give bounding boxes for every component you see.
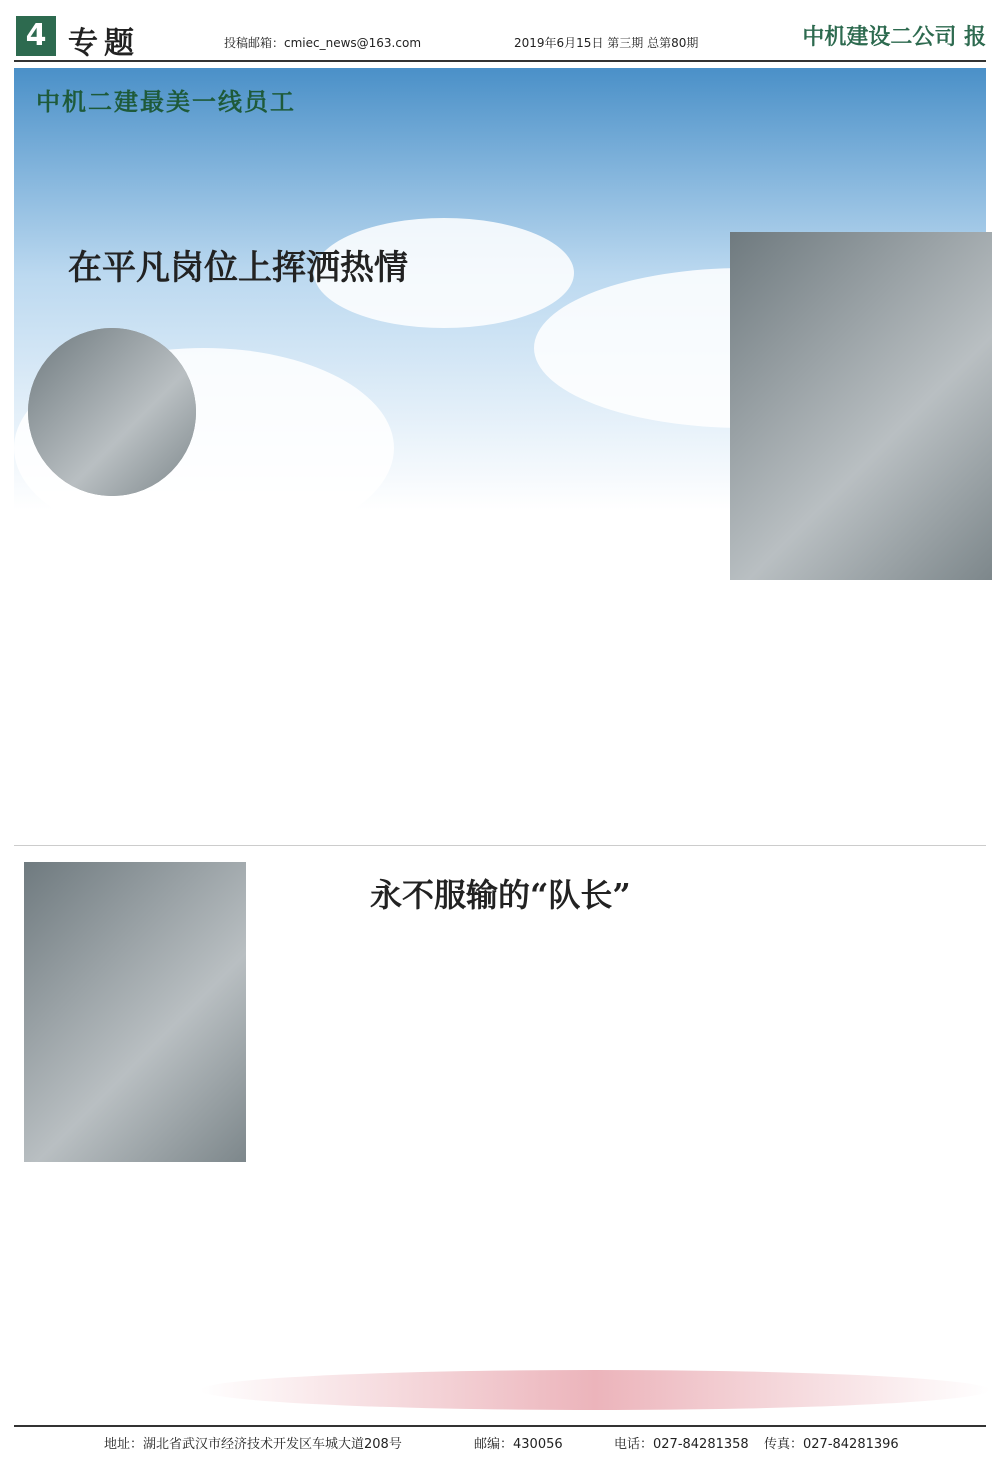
footer-zip: 邮编：430056 xyxy=(474,1437,563,1452)
submission-email: 投稿邮箱：cmiec_news@163.com xyxy=(224,36,422,50)
footer-address: 地址：湖北省武汉市经济技术开发区车城大道208号 xyxy=(104,1437,402,1452)
article-b-column xyxy=(250,958,400,1368)
article-a-column xyxy=(412,318,600,828)
footer-tel: 电话：027-84281358 xyxy=(614,1437,749,1452)
page-number: 4 xyxy=(16,16,56,56)
newspaper-brand: 中机建设二公司 报 xyxy=(802,25,986,50)
article-b-column xyxy=(810,958,988,1368)
footer xyxy=(14,1425,986,1451)
article-a-headline: 在平凡岗位上挥洒热情 xyxy=(68,248,408,288)
construction-site-photo xyxy=(730,232,992,580)
article-a-column xyxy=(16,532,196,832)
footer-fax: 传真：027-84281396 xyxy=(764,1437,899,1452)
column-title: 中机二建最美一线员工 xyxy=(36,88,296,116)
issue-date: 2019年6月15日 第三期 总第80期 xyxy=(514,36,699,50)
article-b-headline: 永不服输的“队长” xyxy=(370,876,631,914)
article-b-column xyxy=(612,958,792,1368)
worker-photo xyxy=(24,862,246,1162)
article-a-column xyxy=(212,318,400,828)
article-b-column xyxy=(24,1162,234,1412)
article-a-column xyxy=(810,590,988,830)
ribbon-decoration xyxy=(200,1370,990,1410)
article-a-column xyxy=(612,590,798,830)
article-b-column xyxy=(415,958,595,1368)
portrait-photo xyxy=(28,328,196,496)
section-title: 专题 xyxy=(68,26,140,61)
masthead xyxy=(14,12,986,62)
section-divider xyxy=(14,845,986,846)
